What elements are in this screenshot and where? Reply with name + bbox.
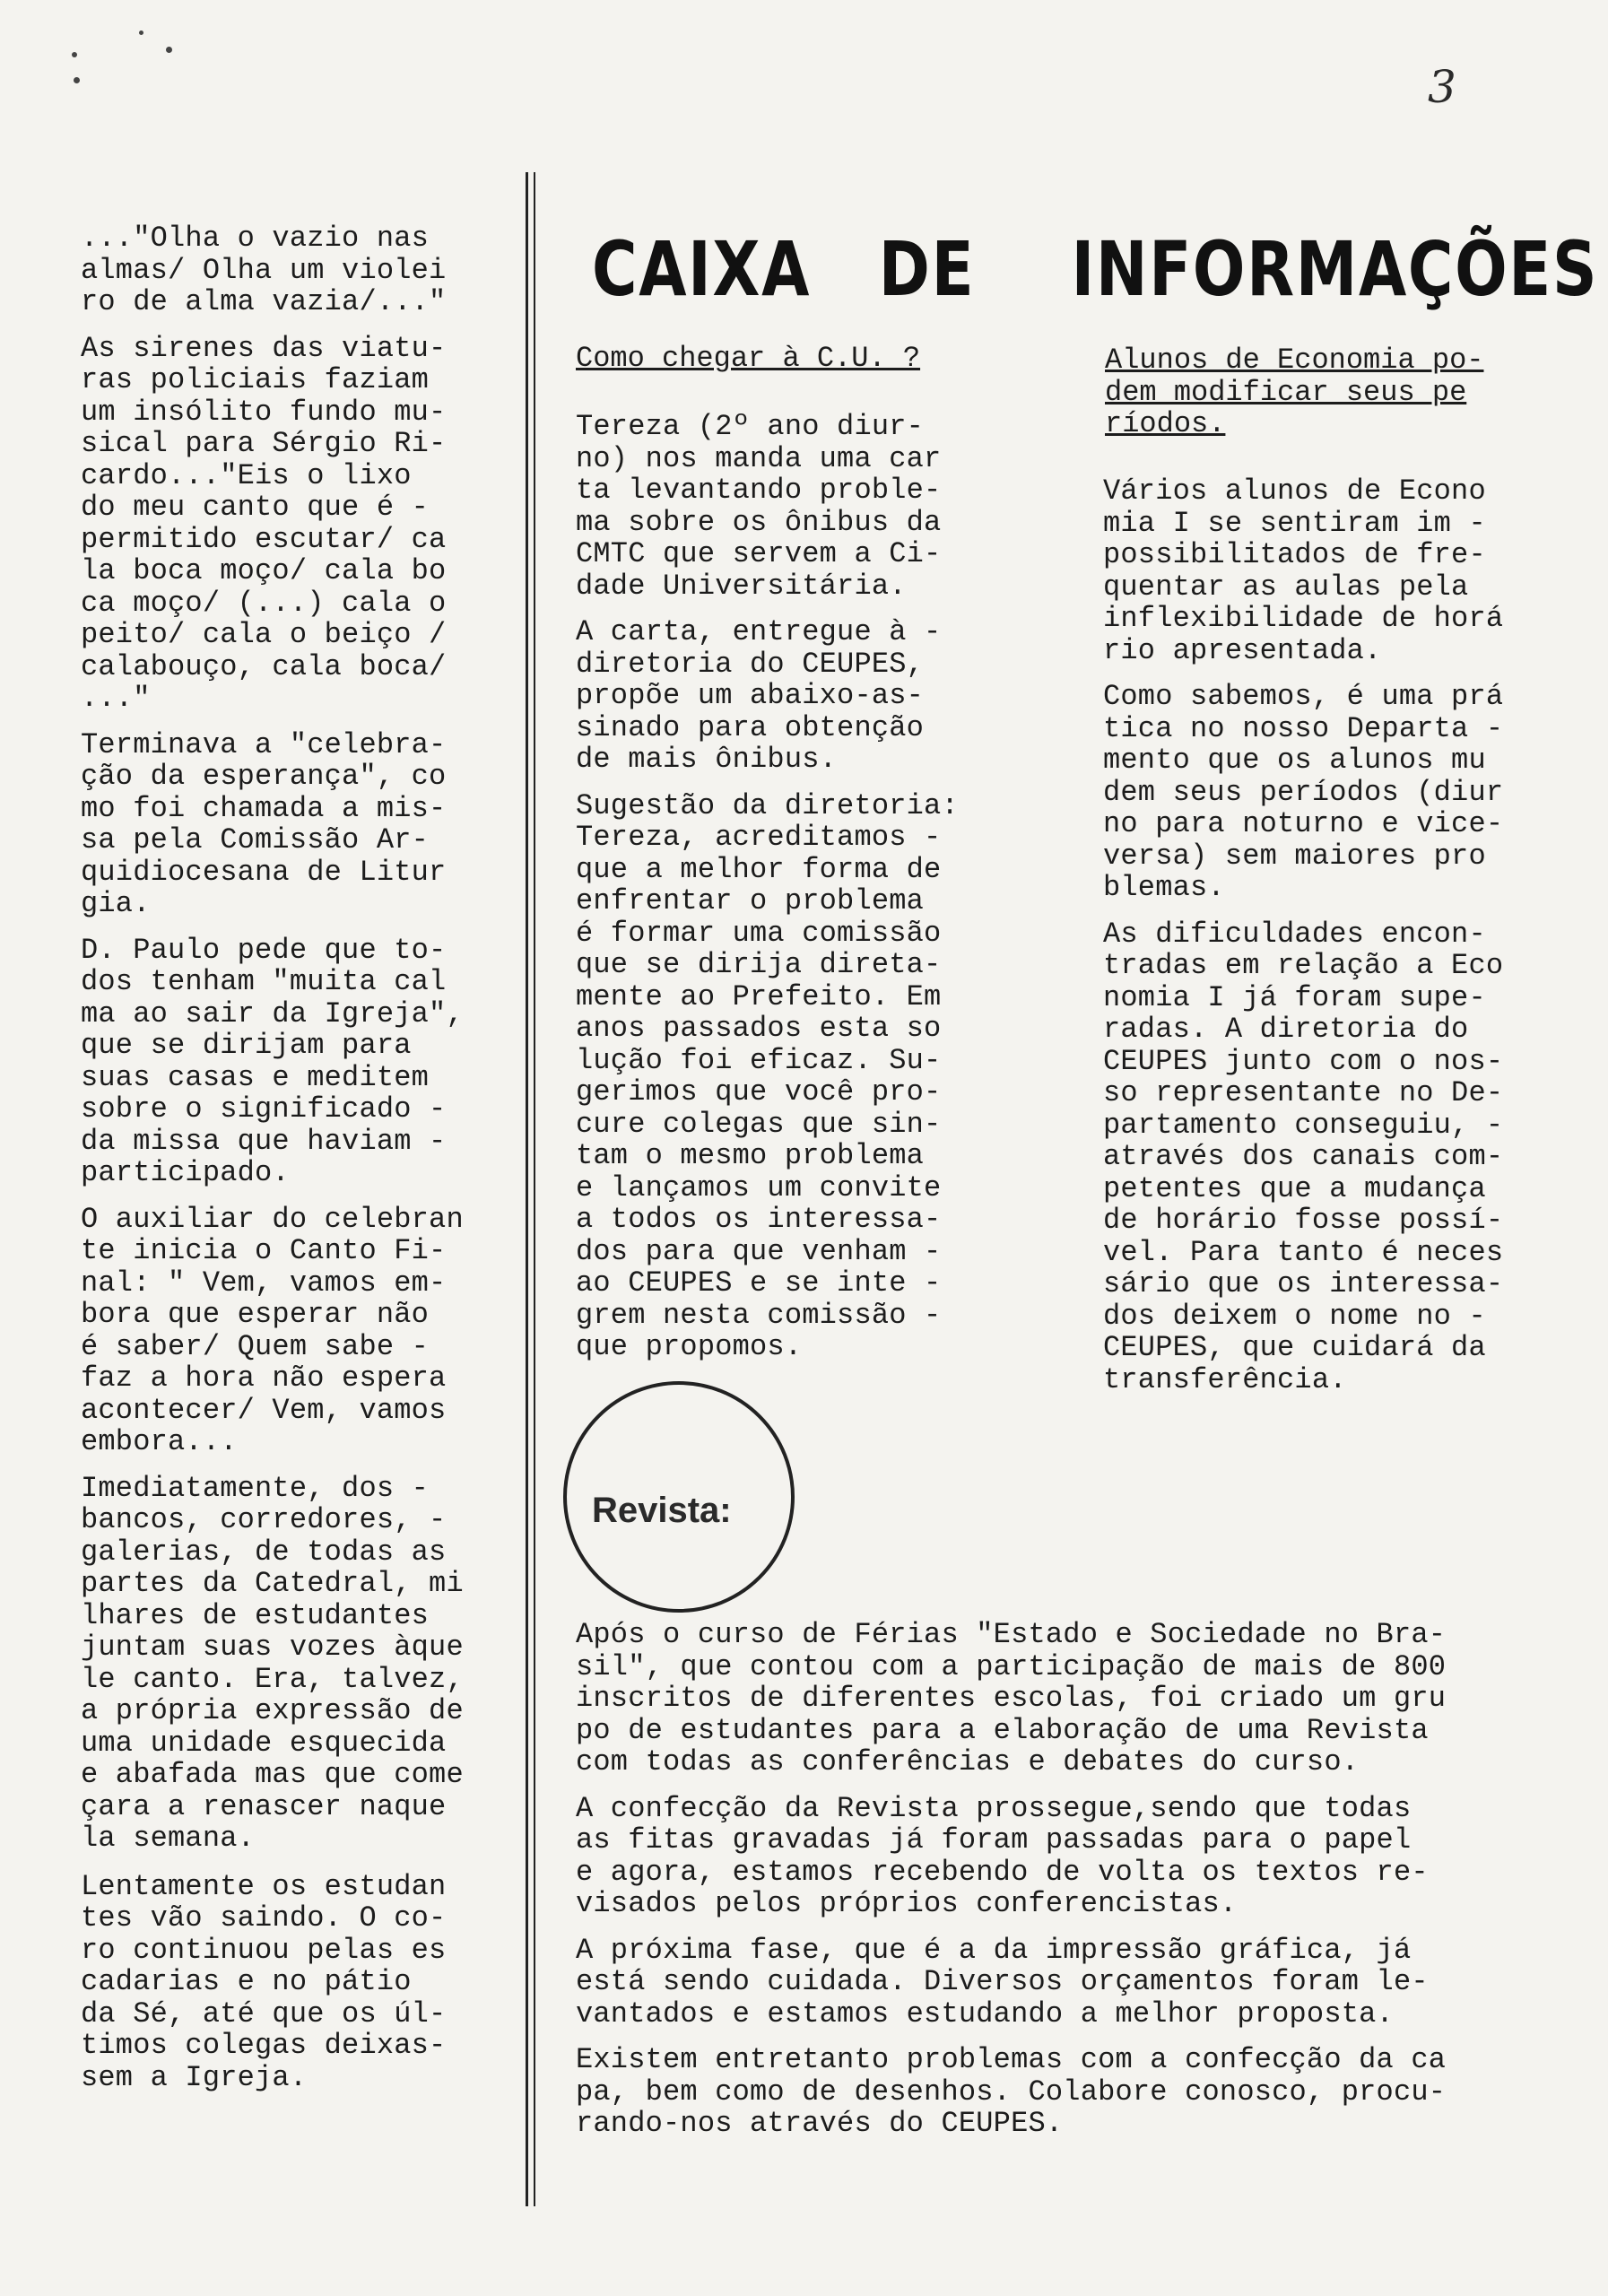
revista-article [576,1619,1544,2154]
paragraph: Vários alunos de Econo mia I se sentiram im - possibilitados de fre- quentar as aulas pela inflexibilidade de horá rio apresentada. [1103,474,1504,667]
section-headline [592,224,1599,323]
ink-speck [166,47,172,53]
middle-column-article [576,411,997,1378]
column-divider [526,172,528,2206]
paragraph: A confecção da Revista prossegue,sendo que todas as fitas gravadas já foram passadas para o papel e agora, estamos recebendo de volta os textos re- visados pelos próprios conferencistas. [576,1791,1429,1920]
article-subhead: Como chegar à C.U. ? [576,342,921,375]
paragraph: Imediatamente, dos - bancos, corredores, - galerias, de todas as partes da Catedral, mi lhares de estudantes juntam suas vozes àque le canto. Era, talvez, a própria expressão de uma unidade esquecida e abafada mas que come çara a renascer naque la semana. [81,1471,464,1855]
paragraph: O auxiliar do celebran te inicia o Canto Fi- nal: " Vem, vamos em- bora que esperar não é saber/ Quem sabe - faz a hora não espera acontecer/ Vem, vamos embora... [81,1202,464,1458]
ink-speck [72,52,77,57]
ink-speck [74,77,80,83]
ink-speck [139,30,143,35]
paragraph: Tereza (2º ano diur- no) nos manda uma car ta levantando proble- ma sobre os ônibus da CMTC que servem a Ci- dade Universitária. [576,410,942,603]
paragraph: Terminava a "celebra- ção da esperança", co mo foi chamada a mis- sa pela Comissão Ar- quidiocesana de Litur gia. [81,727,447,920]
page-number: 3 [1428,61,1456,113]
left-column-article [81,222,520,2108]
paragraph: As dificuldades encon- tradas em relação a Eco nomia I já foram supe- radas. A diretoria do CEUPES junto com o nos- so representante no De- partamento conseguiu, - através dos canais com- petentes que a mudança de horário fosse possí- vel. Para tanto é neces sário que os interessa- dos deixem o nome no - CEUPES, que cuidará da transferência. [1103,917,1504,1396]
paragraph: Após o curso de Férias "Estado e Sociedade no Bra- sil", que contou com a participação de mais de 800 inscritos de diferentes escolas, foi criado um gru po de estudantes para a elaboração de uma Revista com todas as conferências e debates do curso. [576,1618,1447,1779]
right-column-article [1103,475,1560,1410]
paragraph: Existem entretanto problemas com a confecção da ca pa, bem como de desenhos. Colabore conosco, procu- rando-nos através do CEUPES. [576,2043,1447,2140]
paragraph: Sugestão da diretoria: Tereza, acreditamos - que a melhor forma de enfrentar o problema é formar uma comissão que se dirija direta- mente ao Prefeito. Em anos passados esta so lução foi eficaz. Su- gerimos que você pro- cure colegas que sin- tam o mesmo problema e lançamos um convite a todos os interessa- dos para que venham - ao CEUPES e se inte - grem nesta comissão - que propomos. [576,788,959,1363]
paragraph: Como sabemos, é uma prá tica no nosso Departa - mento que os alunos mu dem seus períodos (diur no para noturno e vice- versa) sem maiores pro blemas. [1103,680,1504,904]
paragraph: A carta, entregue à - diretoria do CEUPES, propõe um abaixo-as- sinado para obtenção de mais ônibus. [576,615,942,776]
paragraph: Lentamente os estudan tes vão saindo. O co- ro continuou pelas es cadarias e no pátio da Sé, até que os úl- timos colegas deixas- sem a Igreja. [81,1869,447,2094]
paragraph: A próxima fase, que é a da impressão gráfica, já está sendo cuidada. Diversos orçamentos foram le- vantados e estamos estudando a melhor proposta. [576,1933,1429,2031]
headline-word: INFORMAÇÕES [1071,225,1599,313]
article-subhead: Alunos de Economia po- dem modificar seus pe ríodos. [1105,344,1484,440]
revista-label: Revista: [592,1491,732,1530]
paragraph: ..."Olha o vazio nas almas/ Olha um violei ro de alma vazia/..." [81,222,447,318]
column-divider [534,172,535,2206]
paragraph: As sirenes das viatu- ras policiais faziam um insólito fundo mu- sical para Sérgio Ri- cardo..."Eis o lixo do meu canto que é - permitido escutar/ ca la boca moço/ cala bo ca moço/ (...) cala o peito/ cala o beiço / calabouço, cala boca/ ..." [81,331,447,715]
headline-word: DE [878,225,976,313]
headline-word: CAIXA [592,225,812,313]
paragraph: D. Paulo pede que to- dos tenham "muita cal ma ao sair da Igreja", que se dirijam para suas casas e meditem sobre o significado - da missa que haviam - participado. [81,933,464,1189]
